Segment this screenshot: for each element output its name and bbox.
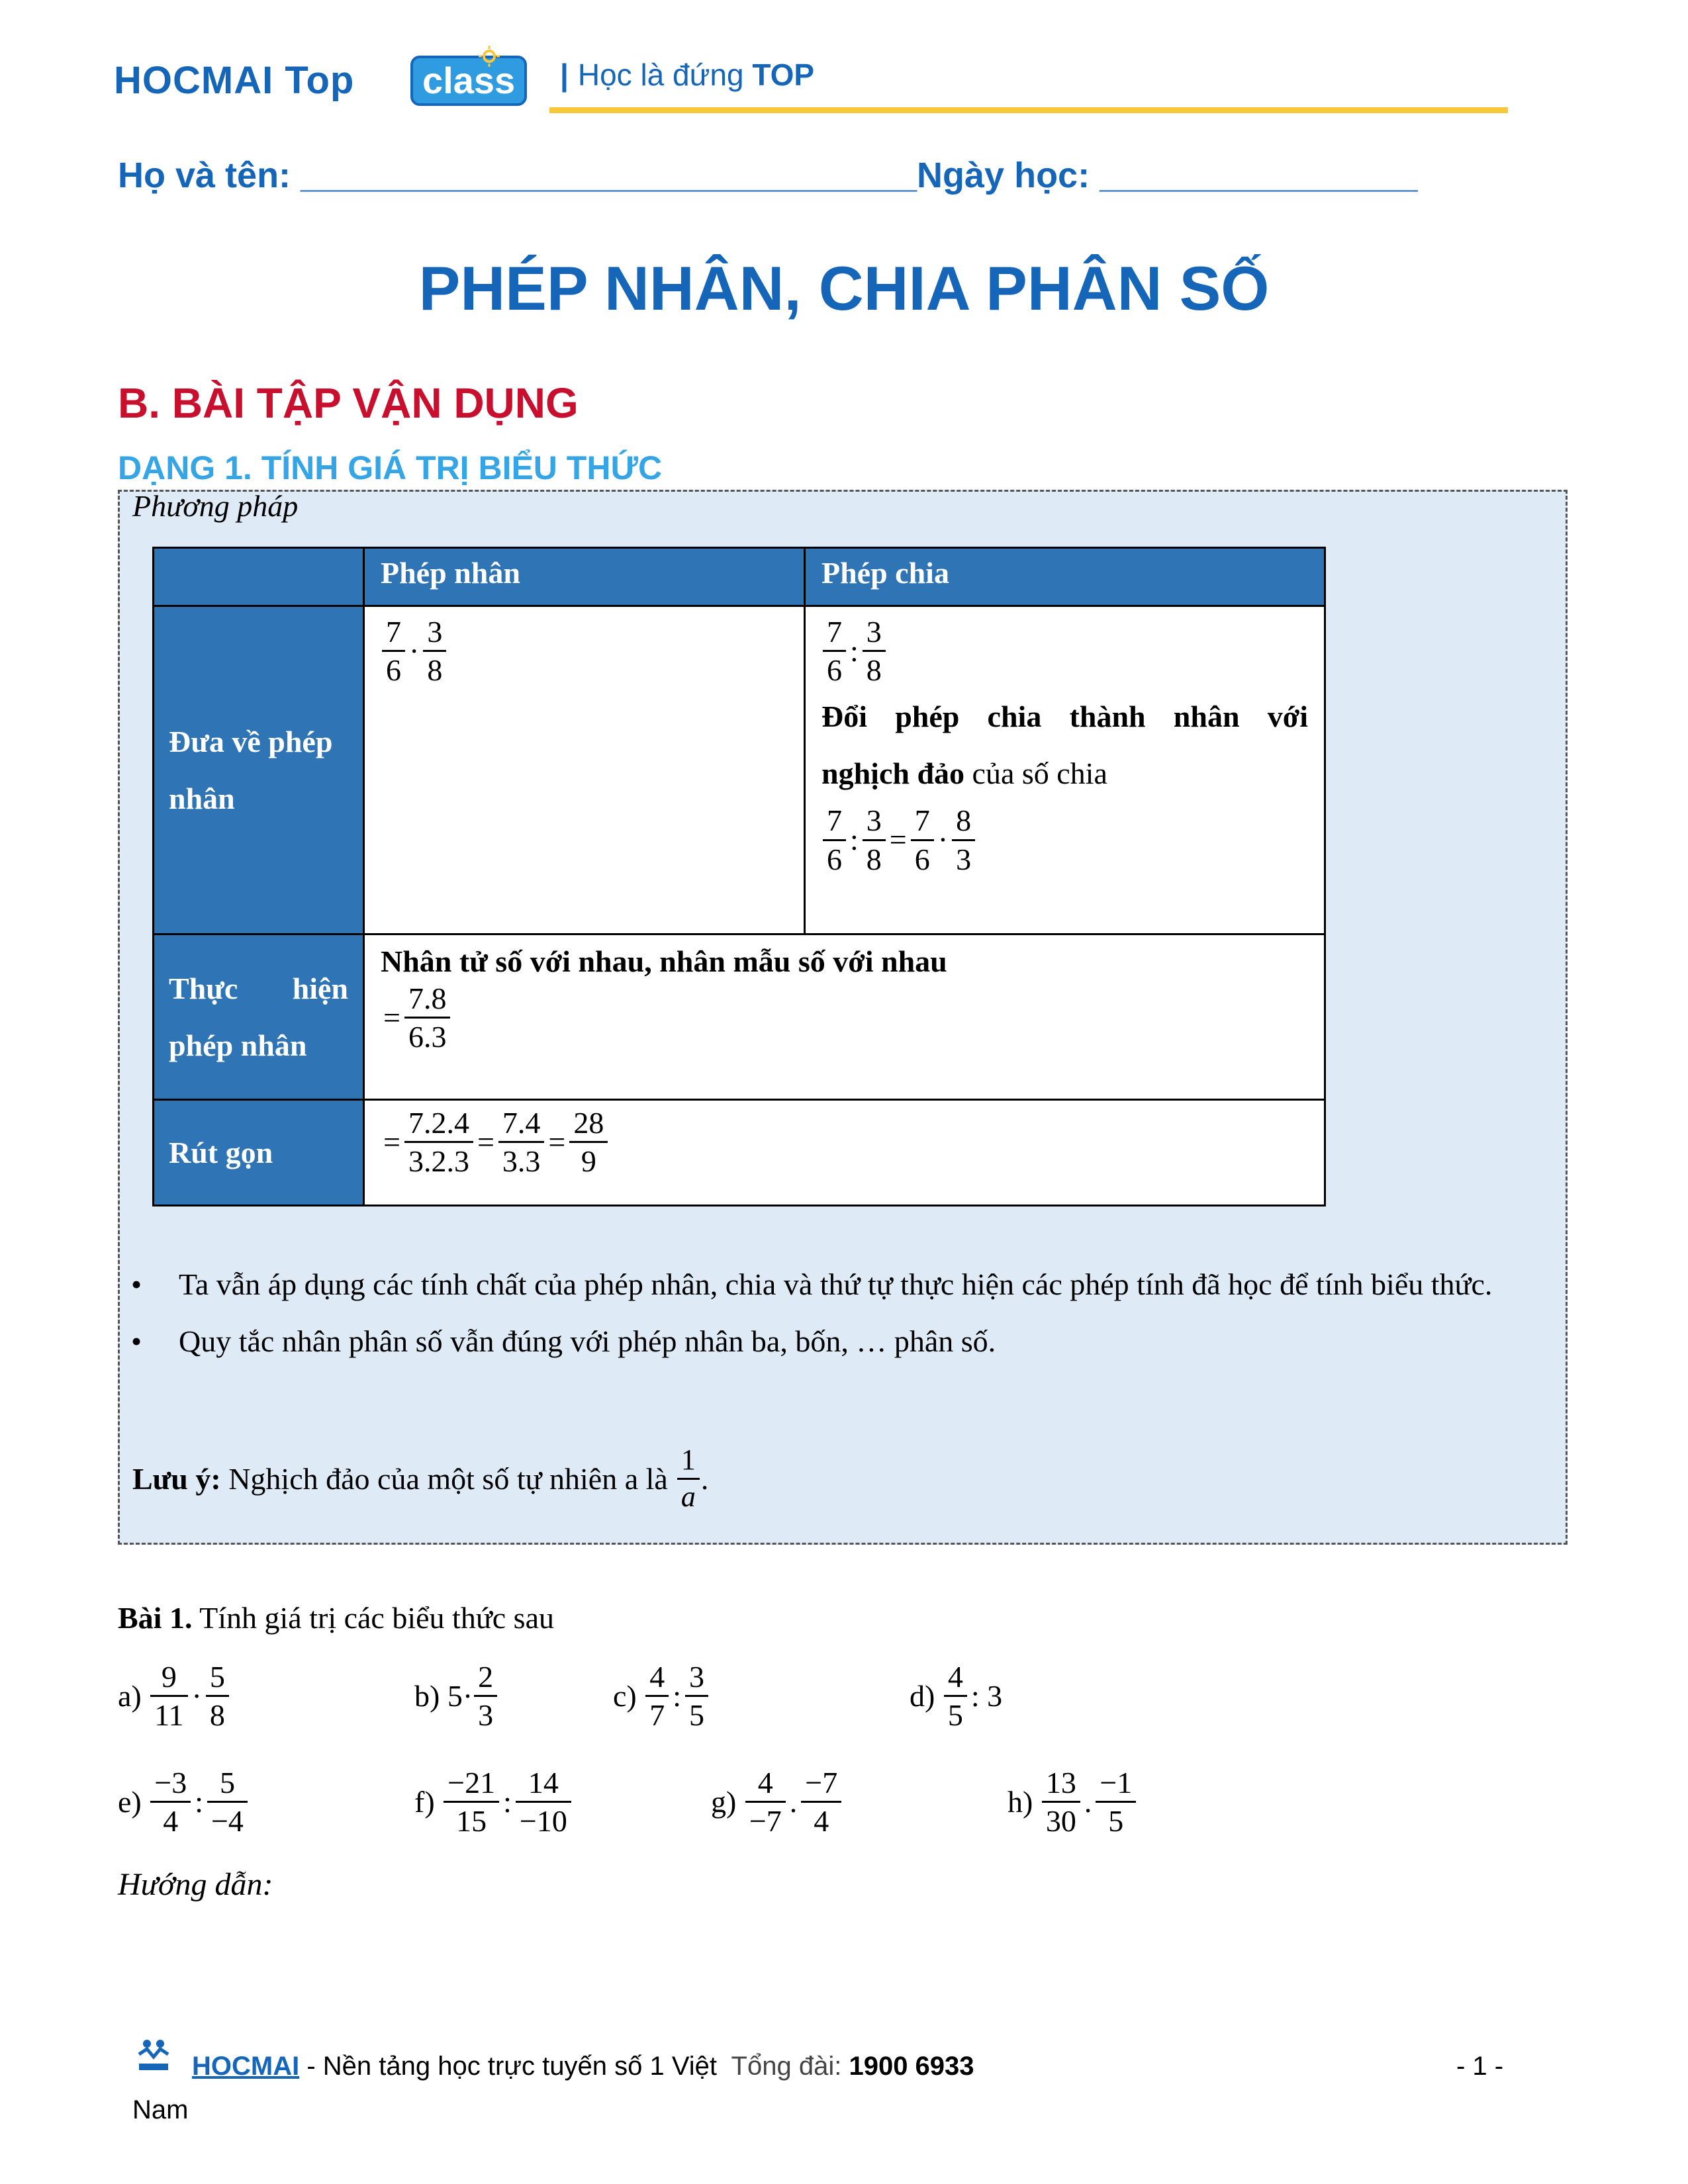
exercise-g: g) $\frac{4}{-7}$ . $\frac{-7}{4}$ (711, 1764, 843, 1839)
cell-simplify: = $\frac{7.2.4}{3.2.3}$ = $\frac{7.4}{3.3}$ = $\frac{28}{9}$ (364, 1100, 1325, 1206)
method-table (152, 547, 1326, 1206)
table-corner (154, 548, 364, 606)
page-number: - 1 - (1456, 2052, 1504, 2081)
page-title: PHÉP NHÂN, CHIA PHÂN SỐ (418, 253, 1270, 323)
topclass-badge: class (410, 56, 527, 106)
exercise-d: d) $\frac{4}{5}$ : 3 (910, 1660, 1003, 1733)
col-header-mul: Phép nhân (364, 548, 805, 606)
exercise-title: Bài 1. Tính giá trị các biểu thức sau (118, 1601, 554, 1635)
row-label-multiply: Thực hiện phép nhân (154, 934, 364, 1100)
exercise-f: f) $\frac{-21}{15}$ : $\frac{14}{-10}$ (414, 1764, 573, 1839)
hocmai-logo: HOCMAI Top (114, 59, 355, 102)
slogan: | Học là đứng TOP (560, 58, 815, 92)
method-label: Phương pháp (132, 489, 299, 523)
sun-icon (478, 45, 500, 68)
cell-div-expression: $\frac{7}{6}$ : $\frac{3}{8}$ Đổi phép chia thành nhân với nghịch đảo của số chia $\frac{7}{6}$ : $\frac{3}{8}$ = $\frac{7}{6}$ · $\frac{8}{3}$ (805, 606, 1325, 934)
exercise-c: c) $\frac{4}{7}$ : $\frac{3}{5}$ (613, 1659, 710, 1733)
footer-line: HOCMAI - Nền tảng học trực tuyến số 1 Việt Tổng đài: 1900 6933 (192, 2052, 974, 2081)
cell-multiply: Nhân tử số với nhau, nhân mẫu số với nhau = $\frac{7.8}{6.3}$ (364, 934, 1325, 1100)
row-label-simplify: Rút gọn (154, 1100, 364, 1206)
footer-line2: Nam (132, 2095, 189, 2124)
div-rule-line2: nghịch đảo của số chia (821, 756, 1107, 791)
method-bullets (126, 1256, 1542, 1370)
multiply-rule: Nhân tử số với nhau, nhân mẫu số với nhau (381, 944, 947, 978)
dang-title: DẠNG 1. TÍNH GIÁ TRỊ BIỂU THỨC (118, 449, 663, 486)
header-underline (549, 107, 1508, 113)
col-header-div: Phép chia (805, 548, 1325, 606)
exercise-a: a) $\frac{9}{11}$ · $\frac{5}{8}$ (118, 1659, 230, 1733)
exercise-e: e) $\frac{-3}{4}$ : $\frac{5}{-4}$ (118, 1764, 249, 1839)
hocmai-footer-icon (135, 2037, 172, 2074)
div-rule-line1: Đổi phép chia thành nhân với (821, 700, 1308, 734)
student-info-line: Họ và tên: _______________________________Ngày học: ________________ (118, 156, 1418, 195)
slogan-top: TOP (752, 58, 815, 92)
footer-brand-link[interactable]: HOCMAI (192, 2052, 300, 2081)
exercise-b: b) 5· $\frac{2}{3}$ (414, 1659, 498, 1733)
guide-label: Hướng dẫn: (118, 1867, 273, 1902)
cell-mul-expression: $\frac{7}{6}$ · $\frac{3}{8}$ (364, 606, 805, 934)
exercise-h: h) $\frac{13}{30}$ . $\frac{-1}{5}$ (1008, 1764, 1137, 1839)
slogan-text: Học là đứng (577, 58, 744, 92)
row-label-text: nhân (169, 781, 235, 815)
section-title: B. BÀI TẬP VẬN DỤNG (118, 379, 579, 427)
list-item: • Quy tắc nhân phân số vẫn đúng với phép nhân ba, bốn, … phân số. (126, 1313, 1542, 1370)
note: Lưu ý: Nghịch đảo của một số tự nhiên a là $\frac{1}{a}$ . (132, 1443, 709, 1513)
list-item: • Ta vẫn áp dụng các tính chất của phép nhân, chia và thứ tự thực hiện các phép tính đã học để tính biểu thức. (126, 1256, 1542, 1313)
row-label-text: Đưa về phép (169, 724, 333, 758)
row-label-convert (154, 606, 364, 934)
